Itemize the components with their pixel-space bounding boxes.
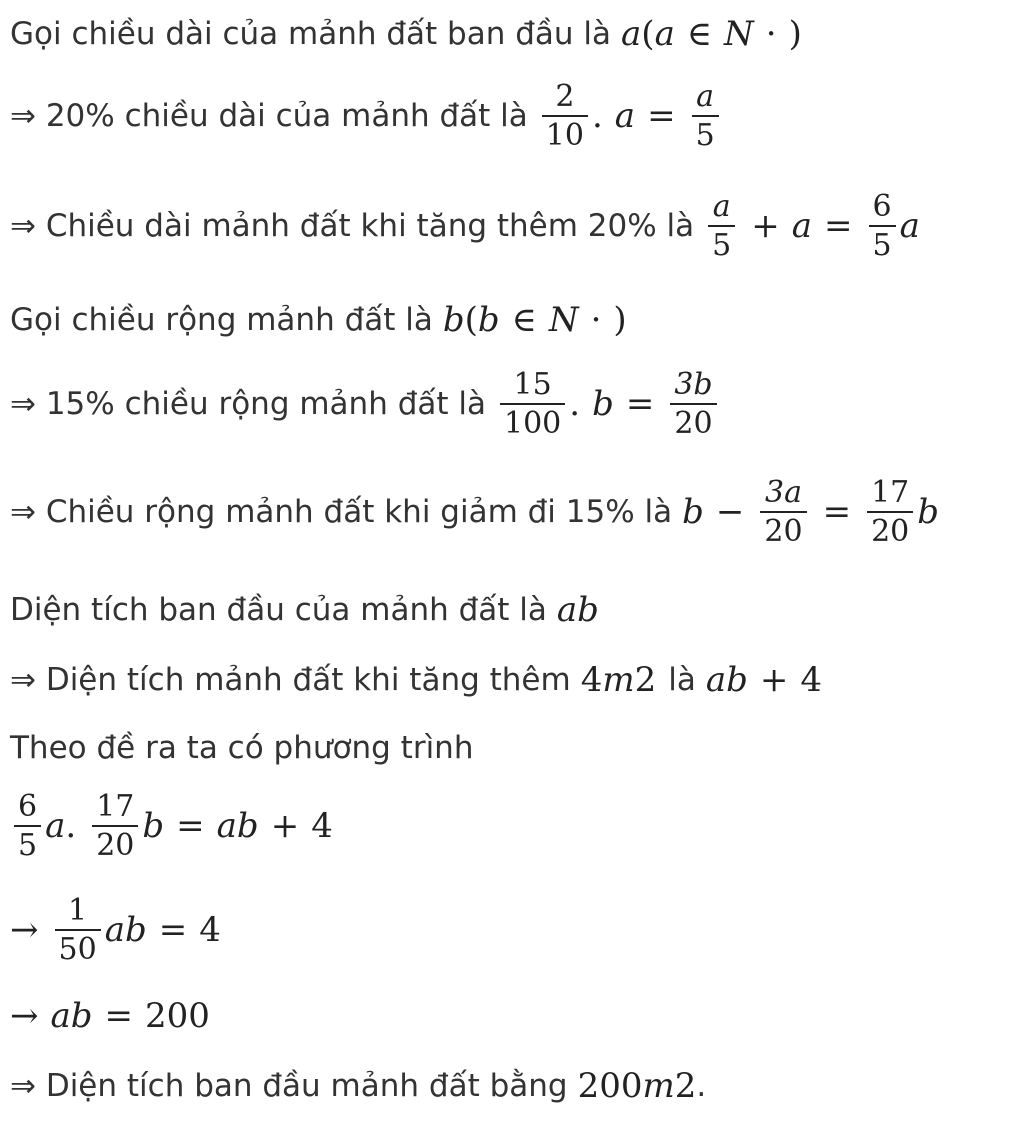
fraction: $\frac{a}{5}$	[708, 190, 735, 262]
fraction: $\frac{17}{20}$	[92, 790, 138, 862]
line-4: Gọi chiều rộng mảnh đất là b ( b ∈ N · )	[10, 300, 627, 340]
line-2: ⇒ 20% chiều dài của mảnh đất là $\frac{2}{10}$ . a = $\frac{a}{5}$	[10, 80, 1024, 152]
fraction: $\frac{a}{5}$	[692, 80, 719, 152]
fraction: $\frac{2}{10}$	[542, 80, 588, 152]
line-text: ⇒ Chiều rộng mảnh đất khi giảm đi 15% là	[10, 494, 673, 530]
line-text: ⇒ Diện tích ban đầu mảnh đất bằng	[10, 1068, 568, 1104]
equation-line-2: → $\frac{1}{50}$ ab = 4	[10, 893, 221, 967]
line-9	[10, 730, 1024, 766]
line-text: Theo đề ra ta có phương trình	[10, 730, 474, 766]
line-text: là	[668, 662, 696, 698]
fraction: $\frac{3b}{20}$	[670, 368, 716, 440]
fraction: $\frac{6}{5}$	[869, 190, 896, 262]
line-text: Diện tích ban đầu của mảnh đất là	[10, 592, 547, 628]
line-1: Gọi chiều dài của mảnh đất ban đầu là a ( a ∈ N · )	[10, 14, 802, 54]
line-text: ⇒ 20% chiều dài của mảnh đất là	[10, 98, 528, 134]
line-8: ⇒ Diện tích mảnh đất khi tăng thêm 4 m 2 là ab + 4	[10, 660, 823, 700]
line-text: Gọi chiều dài của mảnh đất ban đầu là	[10, 16, 612, 52]
line-6: ⇒ Chiều rộng mảnh đất khi giảm đi 15% là b − $\frac{3a}{20}$ = $\frac{17}{20}$ b	[10, 475, 940, 549]
line-5: ⇒ 15% chiều rộng mảnh đất là $\frac{15}{100}$ . b = $\frac{3b}{20}$	[10, 368, 1024, 440]
line-text: ⇒ 15% chiều rộng mảnh đất là	[10, 386, 486, 422]
fraction: $\frac{1}{50}$	[55, 894, 101, 966]
line-13: ⇒ Diện tích ban đầu mảnh đất bằng 200 m 2 .	[10, 1066, 707, 1106]
line-3: ⇒ Chiều dài mảnh đất khi tăng thêm 20% là $\frac{a}{5}$ + a = $\frac{6}{5}$ a	[10, 189, 920, 263]
fraction: $\frac{3a}{20}$	[760, 476, 806, 548]
equation-line-3: → ab = 200	[10, 996, 210, 1036]
line-text: ⇒ Diện tích mảnh đất khi tăng thêm	[10, 662, 571, 698]
line-text: Gọi chiều rộng mảnh đất là	[10, 302, 433, 338]
fraction: $\frac{6}{5}$	[14, 790, 41, 862]
line-text: ⇒ Chiều dài mảnh đất khi tăng thêm 20% là	[10, 208, 695, 244]
fraction: $\frac{17}{20}$	[867, 476, 913, 548]
equation-line-1: $\frac{6}{5}$ a . $\frac{17}{20}$ b = ab + 4	[10, 790, 1024, 862]
fraction: $\frac{15}{100}$	[500, 368, 565, 440]
line-7: Diện tích ban đầu của mảnh đất là ab	[10, 590, 599, 630]
